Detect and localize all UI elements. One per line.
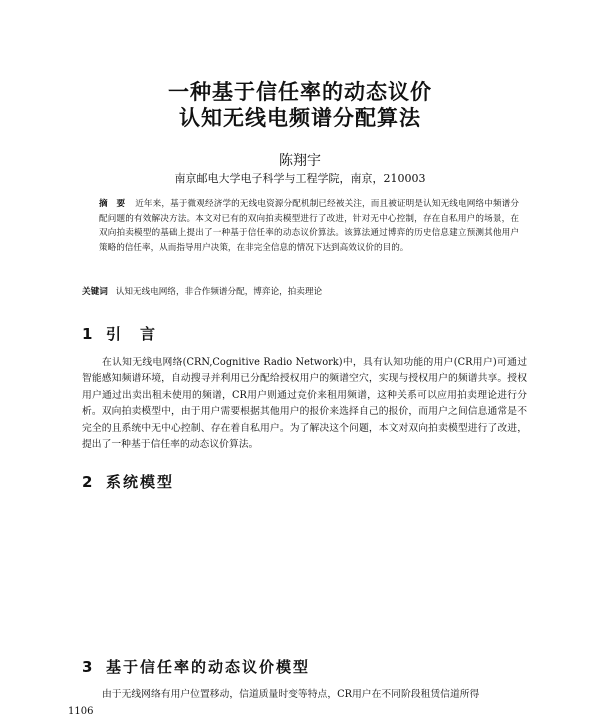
paper-title-line-2: 认知无线电频谱分配算法 (179, 106, 421, 130)
page-number: 1106 (68, 706, 94, 717)
section-heading-bargaining-model (82, 656, 310, 677)
section-number: 2 (82, 473, 93, 491)
bargaining-model-paragraph: 由于无线网络有用户位置移动，信道质量时变等特点，CR用户在不同阶段租赁信道所得 (102, 689, 480, 700)
abstract (99, 197, 519, 255)
author-affiliation: 南京邮电大学电子科学与工程学院，南京，210003 (174, 172, 426, 185)
section-number: 3 (82, 658, 93, 676)
section-heading-system-model (82, 471, 174, 492)
section-number: 1 (82, 325, 93, 343)
abstract-label: 摘 要 (99, 199, 126, 209)
author-name: 陈翔宇 (279, 153, 321, 169)
introduction-paragraph: 在认知无线电网络(CRN,Cognitive Radio Network)中，具有认知功能的用户(CR用户)可通过智能感知频谱环境，自动搜寻并利用已分配给授权用户的频谱空穴，实现与授权用户的频谱共享。授权用户通过出卖出租未使用的频谱，CR用户则通过竞价来租用频谱，这种关系可以应用拍卖理论进行分析。双向拍卖模型中，由于用户需要根据其他用户的报价来选择自己的报价，而用户之间信息通常是不完全的且系统中无中心控制、存在着自私用户。为了解决这个问题，本文对双向拍卖模型进行了改进，提出了一种基于信任率的动态议价算法。 (82, 357, 527, 451)
keywords (82, 285, 522, 297)
section-heading-introduction (82, 323, 157, 344)
section-title: 系统模型 (106, 473, 175, 491)
keywords-label: 关键词 (82, 287, 108, 297)
section-title: 基于信任率的动态议价模型 (106, 658, 311, 676)
keywords-text: 认知无线电网络，非合作频谱分配，博弈论，拍卖理论 (115, 287, 323, 297)
section-title: 引 言 (106, 325, 158, 343)
abstract-text: 近年来，基于微观经济学的无线电资源分配机制已经被关注，而且被证明是认知无线电网络中频谱分配问题的有效解决方法。本文对已有的双向拍卖模型进行了改进，针对无中心控制，存在自私用户的场景，在双向拍卖模型的基础上提出了一种基于信任率的动态议价算法。该算法通过博弈的历史信息建立预测其他用户策略的信任率，从而指导用户决策，在非完全信息的情况下达到高效议价的目的。 (99, 199, 519, 253)
paper-title-line-1: 一种基于信任率的动态议价 (168, 80, 432, 104)
